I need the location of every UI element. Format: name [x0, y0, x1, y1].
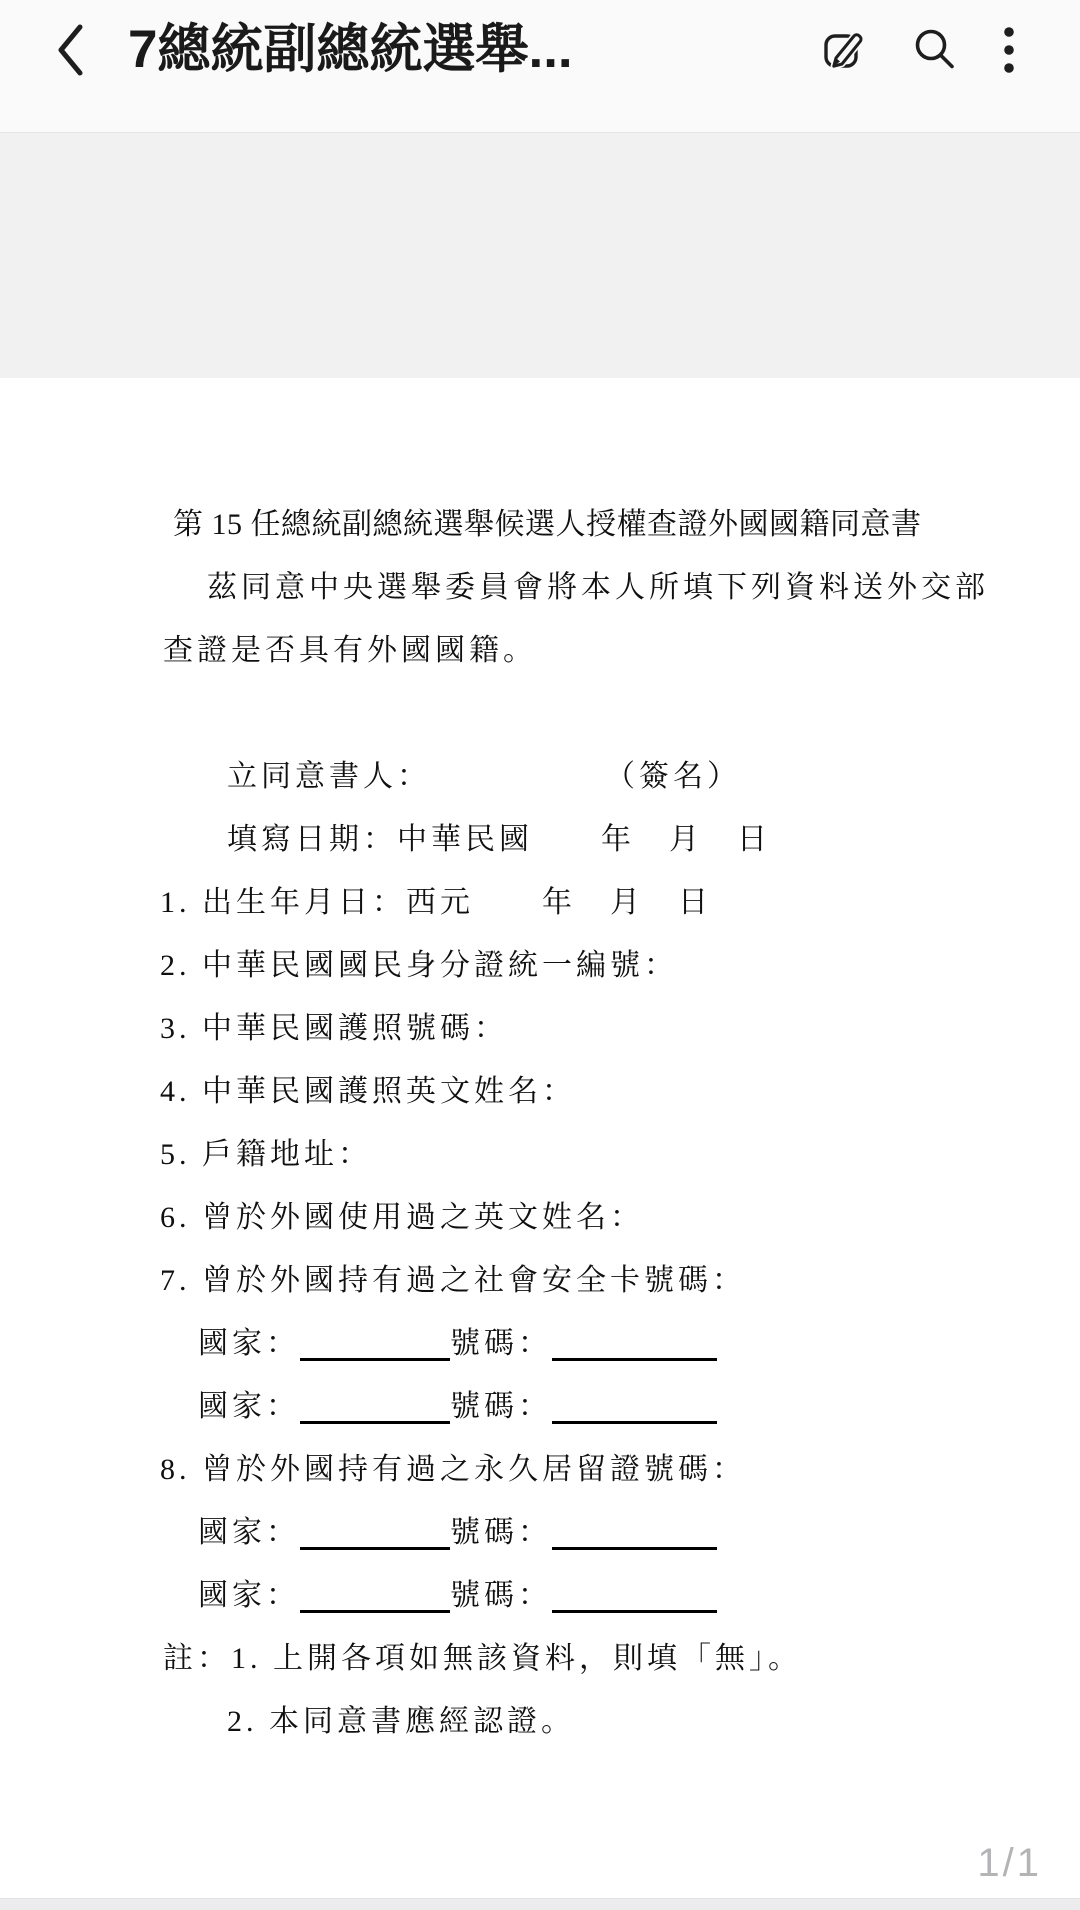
doc-item-8: 8. 曾於外國持有過之永久居留證號碼： — [160, 1452, 746, 1486]
doc-heading: 第 15 任總統副總統選舉候選人授權查證外國國籍同意書 — [173, 507, 922, 541]
number-blank-line — [552, 1547, 717, 1550]
form-field-row — [0, 1497, 1080, 1560]
doc-item-3: 3. 中華民國護照號碼： — [160, 1011, 508, 1045]
form-field-row — [0, 1308, 1080, 1371]
doc-item-6: 6. 曾於外國使用過之英文姓名： — [160, 1200, 644, 1234]
doc-signer-line: 立同意書人： （簽名） — [227, 759, 741, 793]
chevron-left-icon — [53, 20, 87, 80]
doc-paragraph-line: 茲同意中央選舉委員會將本人所填下列資料送外交部 — [207, 570, 989, 604]
number-blank-line — [552, 1421, 717, 1424]
edit-button[interactable] — [818, 20, 868, 80]
search-button[interactable] — [910, 20, 960, 80]
doc-note-1: 註：1. 上開各項如無該資料，則填「無」。 — [163, 1641, 802, 1675]
form-field-row — [0, 1371, 1080, 1434]
number-label: 號碼： — [450, 1326, 552, 1360]
search-icon — [910, 25, 960, 75]
doc-item-5: 5. 戶籍地址： — [160, 1137, 372, 1171]
three-dot-menu-icon — [1002, 24, 1016, 76]
edit-pencil-square-icon — [818, 25, 868, 75]
more-options-button[interactable] — [1002, 20, 1016, 80]
doc-blank-line — [0, 678, 1080, 741]
country-blank-line — [300, 1547, 450, 1550]
number-label: 號碼： — [450, 1578, 552, 1612]
form-field-row — [0, 1560, 1080, 1623]
doc-item-4: 4. 中華民國護照英文姓名： — [160, 1074, 576, 1108]
app-bar-content — [40, 0, 1080, 100]
doc-date-line: 填寫日期：中華民國 年 月 日 — [227, 822, 771, 856]
document-page[interactable] — [0, 378, 1080, 1898]
number-blank-line — [552, 1358, 717, 1361]
doc-item-7: 7. 曾於外國持有過之社會安全卡號碼： — [160, 1263, 746, 1297]
page-gap-strip — [0, 1898, 1080, 1910]
doc-paragraph-line: 查證是否具有外國國籍。 — [163, 633, 537, 667]
viewer-background-gap — [0, 132, 1080, 378]
back-button[interactable] — [40, 15, 100, 85]
number-label: 號碼： — [450, 1515, 552, 1549]
country-label: 國家： — [198, 1578, 300, 1612]
country-label: 國家： — [198, 1326, 300, 1360]
page-indicator: 1/1 — [977, 1841, 1042, 1885]
doc-item-1: 1. 出生年月日：西元 年 月 日 — [160, 885, 712, 919]
app-bar — [0, 0, 1080, 132]
doc-item-2: 2. 中華民國國民身分證統一編號： — [160, 948, 678, 982]
country-blank-line — [300, 1358, 450, 1361]
doc-note-2: 2. 本同意書應經認證。 — [227, 1704, 575, 1738]
app-bar-actions — [818, 20, 1016, 80]
number-label: 號碼： — [450, 1389, 552, 1423]
country-label: 國家： — [198, 1515, 300, 1549]
country-label: 國家： — [198, 1389, 300, 1423]
document-title: 7總統副總統選舉... — [128, 20, 573, 79]
number-blank-line — [552, 1610, 717, 1613]
country-blank-line — [300, 1610, 450, 1613]
country-blank-line — [300, 1421, 450, 1424]
